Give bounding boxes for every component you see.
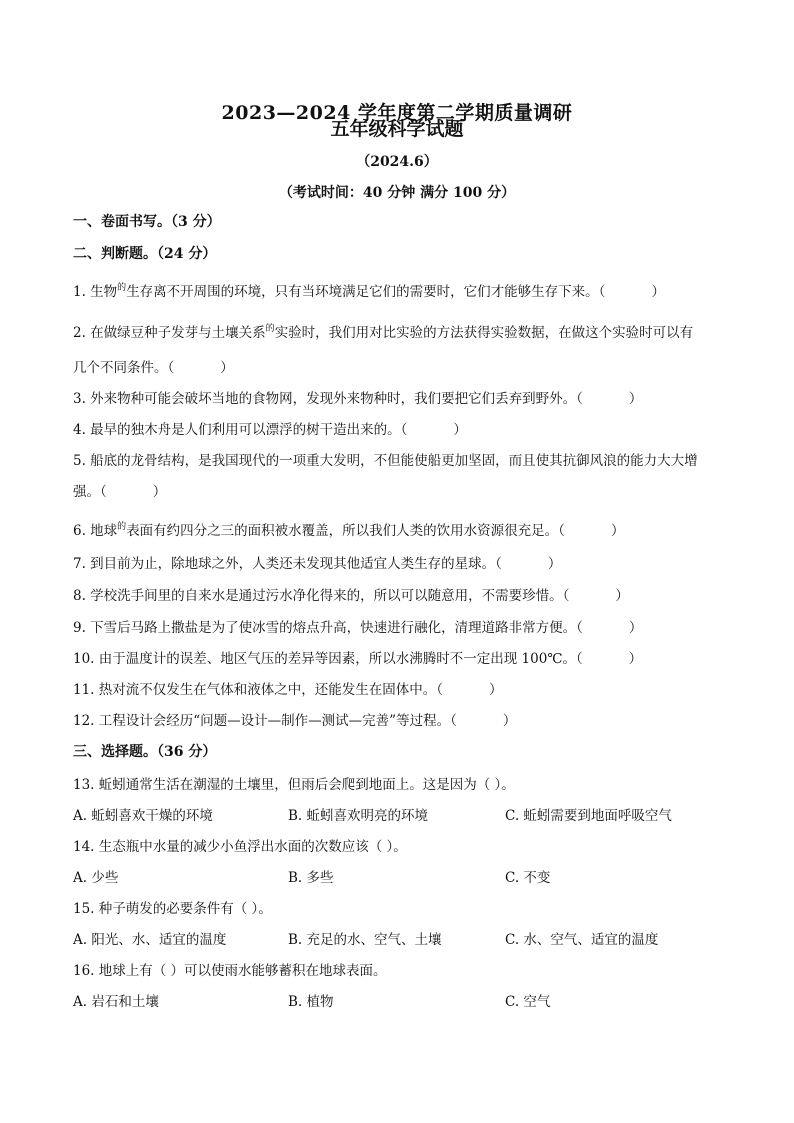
- option-b[interactable]: B. 充足的水、空气、土壤: [288, 932, 442, 948]
- question-text: ）: [615, 588, 629, 604]
- question-5: [73, 452, 698, 470]
- exam-subtitle: 五年级科学试题: [330, 118, 464, 140]
- option-a[interactable]: A. 阳光、水、适宜的温度: [73, 932, 227, 948]
- question-text: ）: [547, 556, 562, 572]
- question-text: 7. 到目前为止，除地球之外，人类还未发现其他适宜人类生存的星球。（: [73, 556, 502, 572]
- question-12: [73, 712, 516, 730]
- question-11: [73, 681, 503, 699]
- question-3: [73, 390, 642, 408]
- question-2-line2: [73, 359, 234, 377]
- question-text: ）: [628, 651, 643, 667]
- option-b[interactable]: B. 多些: [288, 870, 334, 886]
- question-6: [73, 522, 624, 542]
- question-16: 16. 地球上有（ ）可以使雨水能够蓄积在地球表面。: [73, 963, 387, 979]
- question-text: 4. 最早的独木舟是人们利用可以漂浮的树干造出来的。（: [73, 422, 408, 438]
- question-text-fragment: 的: [265, 324, 275, 334]
- question-text: ）: [628, 391, 643, 407]
- question-9: [73, 619, 642, 637]
- option-b[interactable]: B. 蚯蚓喜欢明亮的环境: [288, 808, 429, 824]
- question-text: ）: [152, 484, 167, 500]
- question-text: 10. 由于温度计的误差、地区气压的差异等因素，所以水沸腾时不一定出现 100℃。（: [73, 651, 583, 667]
- option-a[interactable]: A. 少些: [73, 870, 119, 886]
- question-text: 5. 船底的龙骨结构，是我国现代的一项重大发明，不但能使船更加坚固，而且使其抗御风浪的能力大大增: [73, 453, 698, 469]
- question-4: [73, 421, 467, 439]
- option-a[interactable]: A. 蚯蚓喜欢干燥的环境: [73, 808, 213, 824]
- exam-info: （考试时间：40 分钟 满分 100 分）: [278, 185, 516, 201]
- question-text: ）: [489, 682, 503, 698]
- question-14: 14. 生态瓶中水量的减少小鱼浮出水面的次数应该（ ）。: [73, 839, 407, 855]
- option-c[interactable]: C. 蚯蚓需要到地面呼吸空气: [505, 808, 672, 824]
- question-text: 12. 工程设计会经历“问题—设计—制作—测试—完善”等过程。（: [73, 713, 457, 729]
- question-8: [73, 587, 629, 605]
- question-5-line2: [73, 483, 166, 501]
- question-text: 强。（: [73, 484, 107, 500]
- section-heading-judgement: 二、判断题。（24 分）: [73, 246, 217, 262]
- question-text: 3. 外来物种可能会破坏当地的食物网，发现外来物种时，我们要把它们丢弃到野外。（: [73, 391, 583, 407]
- question-13: 13. 蚯蚓通常生活在潮湿的土壤里，但雨后会爬到地面上。这是因为（ ）。: [73, 777, 515, 793]
- question-text: ）: [651, 284, 665, 300]
- question-text: 几个不同条件。（: [73, 360, 175, 376]
- section-heading-writing: 一、卷面书写。（3 分）: [73, 214, 221, 230]
- option-b[interactable]: B. 植物: [288, 994, 334, 1010]
- question-text: 9. 下雪后马路上撒盐是为了使冰雪的熔点升高，快速进行融化，清理道路非常方便。（: [73, 620, 583, 636]
- question-10: [73, 650, 642, 668]
- question-text: ）: [628, 620, 643, 636]
- question-text: 生存离不开周围的环境，只有当环境满足它们的需要时，它们才能够生存下来。（: [126, 284, 606, 300]
- exam-date: （2024.6）: [356, 154, 438, 170]
- question-1: [73, 283, 665, 303]
- question-text-fragment: 的: [117, 522, 127, 532]
- question-text: ）: [502, 713, 517, 729]
- question-text: ）: [453, 422, 467, 438]
- exam-title: 2023—2024 学年度第二学期质量调研: [221, 102, 573, 124]
- question-15: 15. 种子萌发的必要条件有（ ）。: [73, 901, 272, 917]
- option-c[interactable]: C. 不变: [505, 870, 551, 886]
- question-text: 1. 生物: [73, 284, 118, 300]
- option-a[interactable]: A. 岩石和土壤: [73, 994, 159, 1010]
- question-2: [73, 324, 693, 344]
- question-text-fragment: 的: [117, 283, 127, 293]
- question-text: 8. 学校洗手间里的自来水是通过污水净化得来的，所以可以随意用，不需要珍惜。（: [73, 588, 570, 604]
- question-text: 实验时，我们用对比实验的方法获得实验数据，在做这个实验时可以有: [274, 325, 694, 341]
- question-7: [73, 555, 561, 573]
- question-text: 表面有约四分之三的面积被水覆盖，所以我们人类的饮用水资源很充足。（: [126, 523, 565, 539]
- section-heading-choice: 三、选择题。（36 分）: [73, 744, 217, 760]
- option-c[interactable]: C. 空气: [505, 994, 551, 1010]
- question-text: 6. 地球: [73, 523, 118, 539]
- option-c[interactable]: C. 水、空气、适宜的温度: [505, 932, 659, 948]
- question-text: ）: [610, 523, 625, 539]
- question-text: 11. 热对流不仅发生在气体和液体之中，还能发生在固体中。（: [73, 682, 444, 698]
- question-text: 2. 在做绿豆种子发芽与土壤关系: [73, 325, 266, 341]
- question-text: ）: [220, 360, 234, 376]
